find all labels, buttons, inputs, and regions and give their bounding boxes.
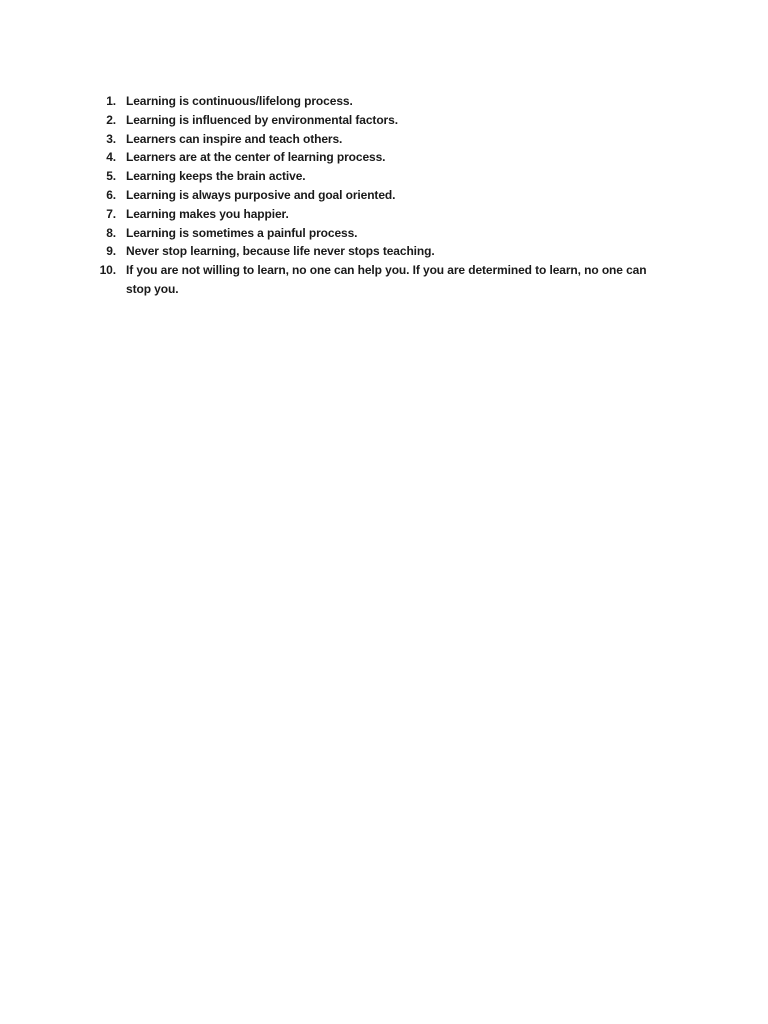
list-item-text: Learners can inspire and teach others.: [126, 131, 343, 146]
list-item-number: 6.: [106, 187, 116, 202]
list-item-text: Learners are at the center of learning process.: [126, 150, 386, 165]
list-item-number: 10.: [99, 263, 116, 278]
list-item: [0, 148, 768, 167]
list-item-number: 3.: [106, 131, 116, 146]
list-item: [0, 92, 768, 111]
list-item: [0, 261, 768, 299]
list-item-text: Learning keeps the brain active.: [126, 169, 306, 184]
list-item-text: If you are not willing to learn, no one can help you. If you are determined to learn, no one can stop you.: [126, 263, 647, 296]
list-item-number: 8.: [106, 225, 116, 240]
list-item: [0, 130, 768, 149]
numbered-list: [0, 92, 768, 299]
list-item-text: Never stop learning, because life never stops teaching.: [126, 244, 435, 259]
list-item-text: Learning is influenced by environmental factors.: [126, 112, 398, 127]
list-item-number: 5.: [106, 169, 116, 184]
list-item: [0, 205, 768, 224]
list-item: [0, 186, 768, 205]
list-item: [0, 167, 768, 186]
list-item-text: Learning is sometimes a painful process.: [126, 225, 358, 240]
list-item-text: Learning is continuous/lifelong process.: [126, 94, 353, 108]
list-item-number: 7.: [106, 206, 116, 221]
list-item-text: Learning is always purposive and goal oriented.: [126, 187, 396, 202]
list-item-number: 1.: [106, 94, 116, 108]
list-item-number: 4.: [106, 150, 116, 165]
list-item: [0, 224, 768, 243]
list-item: [0, 111, 768, 130]
list-item-number: 2.: [106, 112, 116, 127]
list-item-text: Learning makes you happier.: [126, 206, 289, 221]
list-item-number: 9.: [106, 244, 116, 259]
list-item: [0, 242, 768, 261]
